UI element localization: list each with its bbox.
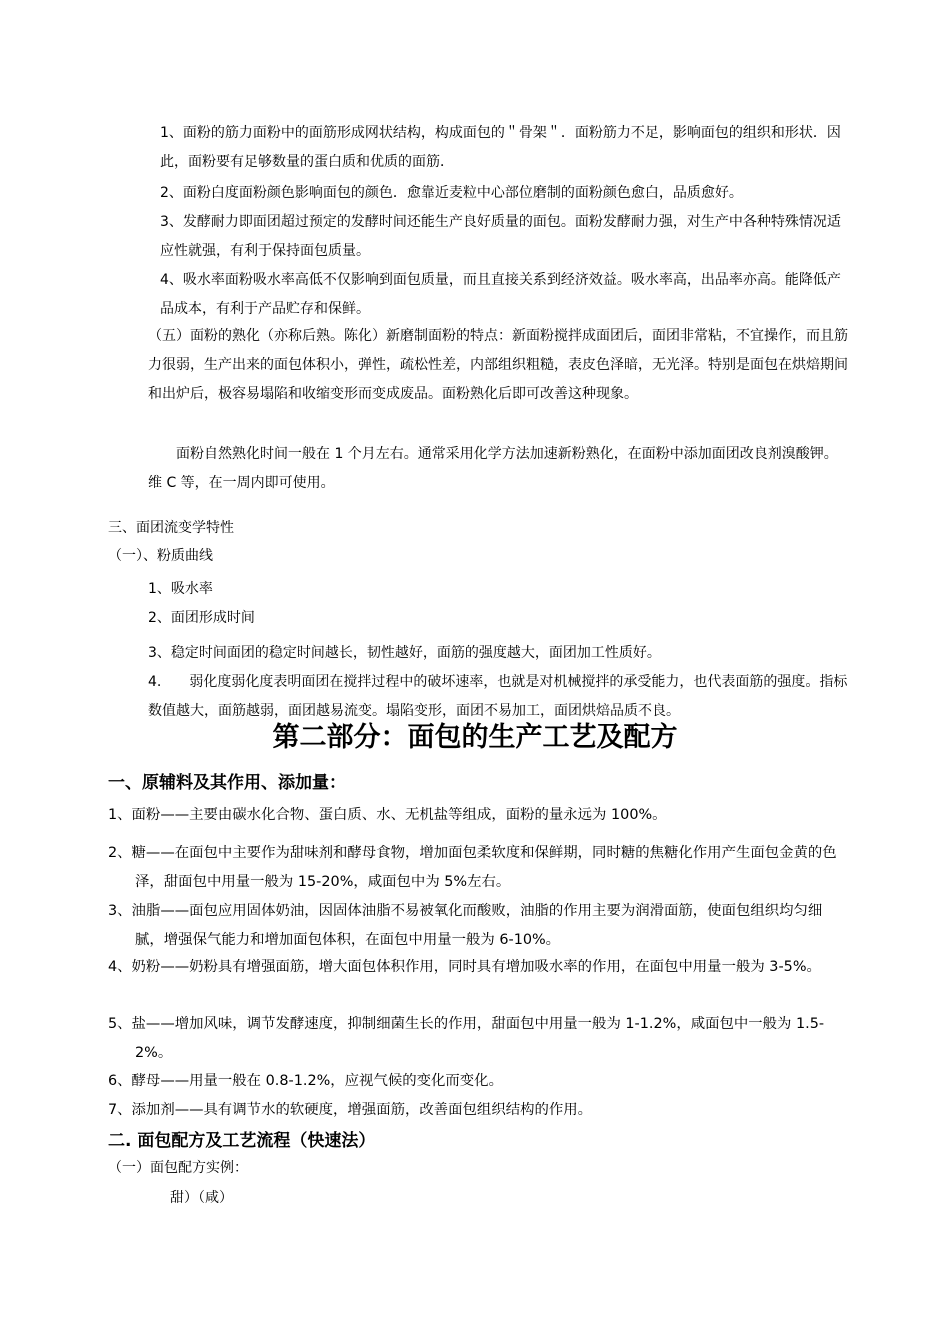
stability-time-item: 3、稳定时间面团的稳定时间越长，韧性越好，面筋的强度越大，面团加工性质好。 [148,645,661,661]
flour-gluten-text: 1、面粉的筋力面粉中的面筋形成网状结构，构成面包的＂骨架＂．面粉筋力不足，影响面包的组织和形状．因此，面粉要有足够数量的蛋白质和优质的面筋． [160,125,841,170]
natural-aging-paragraph: 面粉自然熟化时间一般在 1 个月左右。通常采用化学方法加速新粉熟化，在面粉中添加面团改良剂溴酸钾。维 C 等，在一周内即可使用。 [148,446,838,491]
material-item-flour: 1、面粉——主要由碳水化合物、蛋白质、水、无机盐等组成，面粉的量永远为 100%。 [108,807,667,823]
farinograph-heading: （一）、粉质曲线 [108,548,213,564]
flour-whiteness-item: 2、面粉白度面粉颜色影响面包的颜色．愈靠近麦粒中心部位磨制的面粉颜色愈白，品质愈好。 [160,185,743,201]
rheology-heading: 三、面团流变学特性 [108,520,234,536]
flour-aging-paragraph: （五）面粉的熟化（亦称后熟。陈化）新磨制面粉的特点：新面粉搅拌成面团后，面团非常粘，不宜操作，而且筋力很弱，生产出来的面包体积小，弹性，疏松性差，内部组织粗糙，表皮色泽暗，无光泽。特别是面包在烘焙期间和出炉后，极容易塌陷和收缩变形而变成废品。面粉熟化后即可改善这种现象。 [148,328,848,402]
recipe-process-heading: 二. 面包配方及工艺流程（快速法） [108,1131,376,1151]
material-item-additive: 7、添加剂——具有调节水的软硬度，增强面筋，改善面包组织结构的作用。 [108,1102,593,1118]
ingredients-heading: 一、原辅料及其作用、添加量： [108,773,346,793]
weakening-degree-item: 4. 弱化度弱化度表明面团在搅拌过程中的破坏速率，也就是对机械搅拌的承受能力，也代表面筋的强度。指标数值越大，面筋越弱，面团越易流变。塌陷变形，面团不易加工，面团烘焙品质不良。 [148,674,848,719]
flour-gluten-item [160,119,850,177]
development-time-item: 2、面团形成时间 [148,610,255,626]
material-item-salt: 5、盐——增加风味，调节发酵速度，抑制细菌生长的作用，甜面包中用量一般为 1-1.2%，咸面包中一般为 1.5-2%。 [108,1016,825,1061]
material-item-sugar: 2、糖——在面包中主要作为甜味剂和酵母食物，增加面包柔软度和保鲜期，同时糖的焦糖化作用产生面包金黄的色泽，甜面包中用量一般为 15-20%，咸面包中为 5%左右。 [108,845,837,890]
material-item-yeast: 6、酵母——用量一般在 0.8-1.2%，应视气候的变化而变化。 [108,1073,503,1089]
water-absorption-item: 4、吸水率面粉吸水率高低不仅影响到面包质量，而且直接关系到经济效益。吸水率高，出品率亦高。能降低产品成本，有利于产品贮存和保鲜。 [160,272,841,317]
part2-title: 第二部分：面包的生产工艺及配方 [272,722,678,753]
fermentation-tolerance-item: 3、发酵耐力即面团超过预定的发酵时间还能生产良好质量的面包。面粉发酵耐力强，对生产中各种特殊情况适应性就强，有利于保持面包质量。 [160,214,841,259]
sweet-salty-label: 甜）（咸） [170,1190,233,1206]
material-item-fat: 3、油脂——面包应用固体奶油，因固体油脂不易被氧化而酸败，油脂的作用主要为润滑面筋，使面包组织均匀细腻，增强保气能力和增加面包体积，在面包中用量一般为 6-10%。 [108,903,823,948]
recipe-example-heading: （一）面包配方实例： [108,1160,248,1176]
material-item-milk-powder: 4、奶粉——奶粉具有增强面筋，增大面包体积作用，同时具有增加吸水率的作用，在面包中用量一般为 3-5%。 [108,959,821,975]
absorption-item: 1、吸水率 [148,581,213,597]
